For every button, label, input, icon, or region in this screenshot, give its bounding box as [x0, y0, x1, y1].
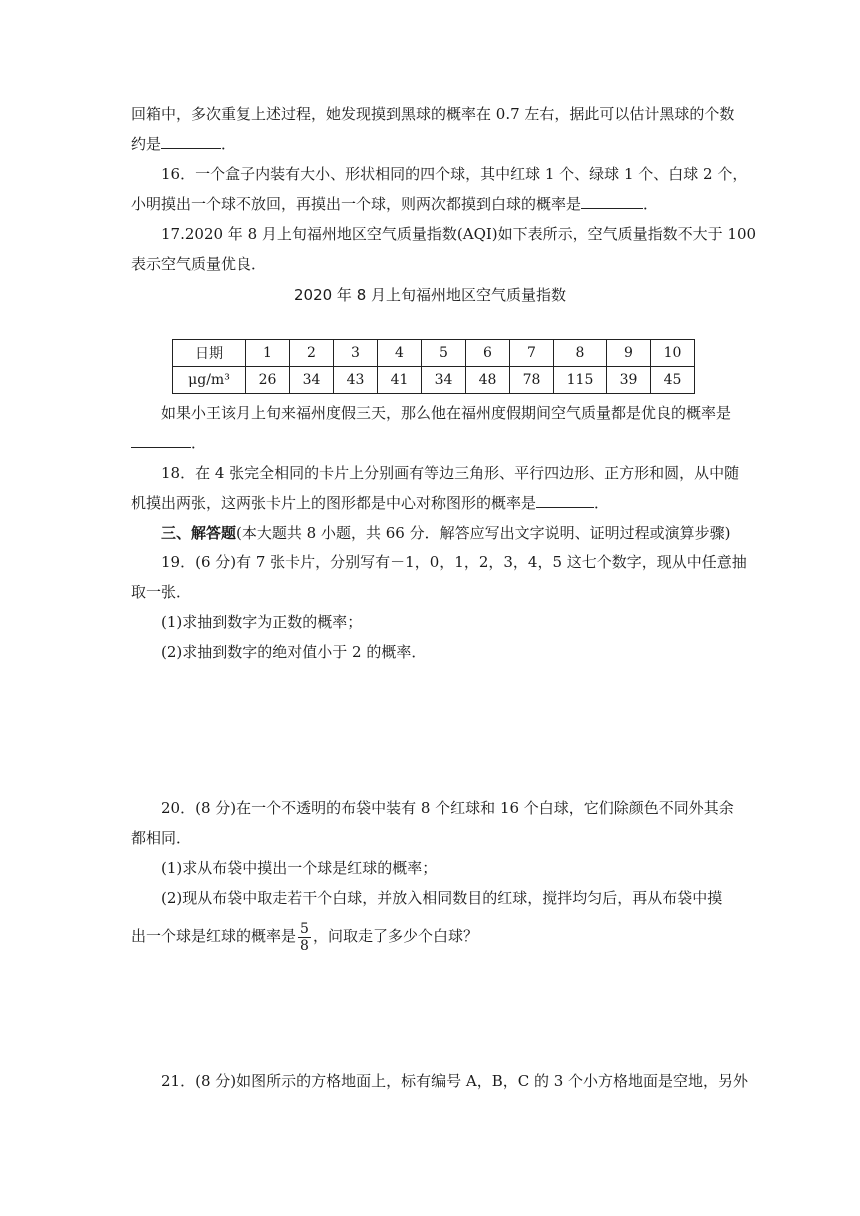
table-cell: 7: [510, 340, 554, 367]
p17-question: 如果小王该月上旬来福州度假三天，那么他在福州度假期间空气质量都是优良的概率是: [161, 404, 732, 422]
p20-q3: [131, 918, 478, 954]
p19-q2: (2)求抽到数字的绝对值小于 2 的概率．: [161, 643, 427, 661]
table-cell: 26: [246, 367, 290, 394]
table-cell: 8: [554, 340, 607, 367]
table-cell: 5: [422, 340, 466, 367]
section-note: (本大题共 8 小题，共 66 分．解答应写出文字说明、证明过程或演算步骤): [236, 524, 731, 542]
section-title: 三、解答题: [161, 524, 237, 542]
table-cell: 34: [422, 367, 466, 394]
p16-line1: 16．一个盒子内装有大小、形状相同的四个球，其中红球 1 个、绿球 1 个、白球 2 个，: [161, 165, 748, 183]
p15-line2-end: ．: [221, 135, 237, 153]
table-cell: 4: [378, 340, 422, 367]
fraction: [298, 921, 311, 954]
p16-line2-text: 小明摸出一个球不放回，再摸出一个球，则两次都摸到白球的概率是: [131, 195, 582, 213]
answer-blank: [161, 134, 221, 149]
table-cell: 3: [334, 340, 378, 367]
p18-line2: [131, 493, 609, 513]
p17-question-end: ．: [191, 434, 207, 452]
section-heading: [161, 523, 730, 543]
p19-line2: 取一张．: [131, 583, 192, 601]
p17-line2: 表示空气质量优良．: [131, 255, 267, 273]
p20-q3-end: ，问取走了多少个白球？: [312, 927, 478, 945]
p19-line1: 19．(6 分)有 7 张卡片，分别写有－1，0，1，2，3，4，5 这七个数字，现从中任意抽: [161, 553, 747, 571]
table-cell: 1: [246, 340, 290, 367]
p19-q1: (1)求抽到数字为正数的概率；: [161, 613, 363, 631]
table-header-cell: 日期: [173, 340, 246, 367]
table-cell: 2: [290, 340, 334, 367]
p17-question-line2: [131, 433, 206, 453]
table-cell: 6: [466, 340, 510, 367]
p20-q2: (2)现从布袋中取走若干个白球，并放入相同数目的红球，搅拌均匀后，再从布袋中摸: [161, 889, 723, 907]
table-header-cell: μg/m³: [173, 367, 246, 394]
p18-line2-text: 机摸出两张，这两张卡片上的图形都是中心对称图形的概率是: [131, 494, 537, 512]
table-cell: 41: [378, 367, 422, 394]
fraction-numerator: 5: [300, 920, 309, 937]
p18-line2-end: ．: [594, 494, 610, 512]
p15-line2: [131, 134, 236, 154]
table-cell: 45: [651, 367, 695, 394]
p21-line1: 21．(8 分)如图所示的方格地面上，标有编号 A，B，C 的 3 个小方格地面是空地，另外: [161, 1072, 749, 1090]
table-row: [173, 340, 695, 367]
answer-blank: [131, 433, 191, 448]
p15-line1: 回箱中，多次重复上述过程，她发现摸到黑球的概率在 0.7 左右，据此可以估计黑球的个数: [131, 105, 735, 123]
table-cell: 78: [510, 367, 554, 394]
aqi-table: [172, 339, 695, 394]
table-row: [173, 367, 695, 394]
table-cell: 39: [607, 367, 651, 394]
p18-line1: 18．在 4 张完全相同的卡片上分别画有等边三角形、平行四边形、正方形和圆，从中随: [161, 464, 740, 482]
p15-line2-text: 约是: [131, 135, 162, 153]
p20-q1: (1)求从布袋中摸出一个球是红球的概率；: [161, 859, 438, 877]
p20-line1: 20．(8 分)在一个不透明的布袋中装有 8 个红球和 16 个白球，它们除颜色不同外其余: [161, 799, 734, 817]
table-cell: 43: [334, 367, 378, 394]
p17-line1: 17.2020 年 8 月上旬福州地区空气质量指数(AQI)如下表所示，空气质量指数不大于 100: [161, 225, 757, 243]
p16-line2: [131, 194, 658, 214]
answer-blank: [581, 194, 643, 209]
table-title: 2020 年 8 月上旬福州地区空气质量指数: [293, 286, 567, 304]
table-cell: 115: [554, 367, 607, 394]
table-cell: 48: [466, 367, 510, 394]
fraction-denominator: 8: [300, 937, 309, 954]
p20-q3-text: 出一个球是红球的概率是: [131, 927, 297, 945]
table-cell: 10: [651, 340, 695, 367]
table-cell: 9: [607, 340, 651, 367]
table-cell: 34: [290, 367, 334, 394]
p16-line2-end: ．: [643, 195, 659, 213]
p20-line2: 都相同．: [131, 829, 192, 847]
answer-blank: [536, 493, 594, 508]
